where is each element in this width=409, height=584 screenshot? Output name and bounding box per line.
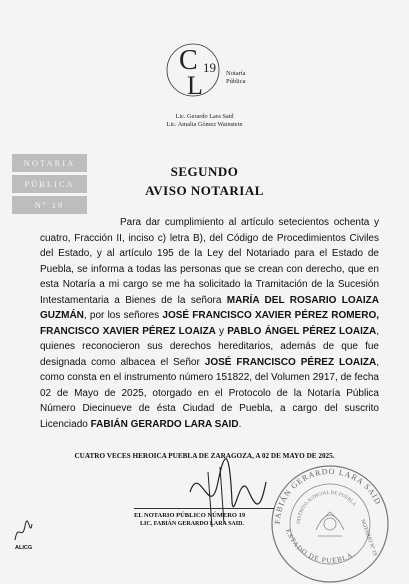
notaria-logo: [163, 36, 233, 104]
seal-text-top: FABIÁN GERARDO LARA SAID: [272, 466, 383, 525]
seal-text-bottom: ESTADO DE PUEBLA: [284, 527, 355, 565]
logo-word-publica: Pública: [226, 78, 246, 85]
seal-text-inner: DISTRITO JUDICIAL DE PUEBLA: [296, 490, 357, 525]
logo-wordmark: [226, 70, 246, 86]
svg-text:ESTADO DE PUEBLA: [284, 528, 354, 565]
seal-text-right: NOTARIO Nº 19: [359, 518, 378, 557]
handwritten-signature: [180, 452, 270, 532]
body-text-5: , como consta en el instrumento número 151822, del Volumen 2917, de fecha 02 de Mayo de 2025, otorgado en el Protocolo de la Notaría Pública Número Diecinueve de ésta Ciudad de Puebla, a cargo del suscrito Licenciado: [40, 356, 380, 430]
body-text-1: Para dar cumplimiento al artículo setecientos ochenta y cuatro, Fracción II, inciso c) letra B), del Código de Procedimientos Civiles del Estado, y al artículo 195 de la Ley del Notariado para el Estado de Puebla, se informa a todas las personas que se crean con derecho, que en esta Notaría a mi cargo se me ha solicitado la Tramitación de la Sucesión Intestamentaria a Bienes de la señora: [40, 217, 379, 306]
title-segundo: SEGUNDO: [170, 164, 239, 179]
body-bold-heir-pablo: PABLO ÁNGEL PÉREZ LOAIZA: [227, 325, 377, 337]
logo-number: 19: [203, 60, 216, 75]
body-bold-albacea: JOSÉ FRANCISCO PÉREZ LOAIZA: [204, 356, 377, 368]
eagle-emblem-icon: [316, 512, 344, 536]
body-text-6: .: [238, 418, 242, 430]
stamp-line-3: Nº 19: [12, 196, 87, 214]
body-bold-deceased: MARÍA DEL ROSARIO LOAIZA GUZMÁN: [40, 294, 380, 321]
notary-names: [0, 113, 409, 129]
signature-line: [134, 508, 274, 509]
notary-name-1: Lic. Gerardo Lara Said: [175, 113, 234, 120]
typist-initials: ALICG: [15, 545, 33, 551]
signature-title: EL NOTARIO PÚBLICO NÚMERO 19: [134, 512, 246, 519]
logo-letter-l: L: [187, 71, 203, 100]
notice-body: [40, 215, 379, 432]
stamp-line-1: NOTARIA: [12, 154, 87, 172]
body-text-3: y: [219, 325, 225, 337]
notary-name-2: Lic. Amalia Gómez Wainstein: [166, 121, 243, 128]
place-and-date: CUATRO VECES HEROICA PUEBLA DE ZARAGOZA, A 02 DE MAYO DE 2025.: [74, 452, 335, 460]
body-bold-notary: FABIÁN GERARDO LARA SAID: [90, 418, 239, 430]
body-text-2: , por los señores: [83, 310, 160, 321]
logo-letter-c: C: [179, 45, 198, 76]
notary-seal: [266, 460, 394, 584]
initials-scribble: [12, 518, 34, 544]
body-text-4: , quienes reconocieron sus derechos hereditarios, además de que fue designada como albacea el Señor: [40, 325, 380, 368]
stamp-line-2: PÚBLICA: [12, 175, 87, 193]
logo-word-notaria: Notaría: [226, 70, 246, 77]
body-bold-heirs: JOSÉ FRANCISCO XAVIER PÉREZ ROMERO, FRANCISCO XAVIER PÉREZ LOAIZA: [40, 310, 380, 337]
signature-name: LIC. FABIÁN GERARDO LARA SAID.: [140, 521, 244, 527]
title-aviso-notarial: AVISO NOTARIAL: [145, 183, 264, 198]
